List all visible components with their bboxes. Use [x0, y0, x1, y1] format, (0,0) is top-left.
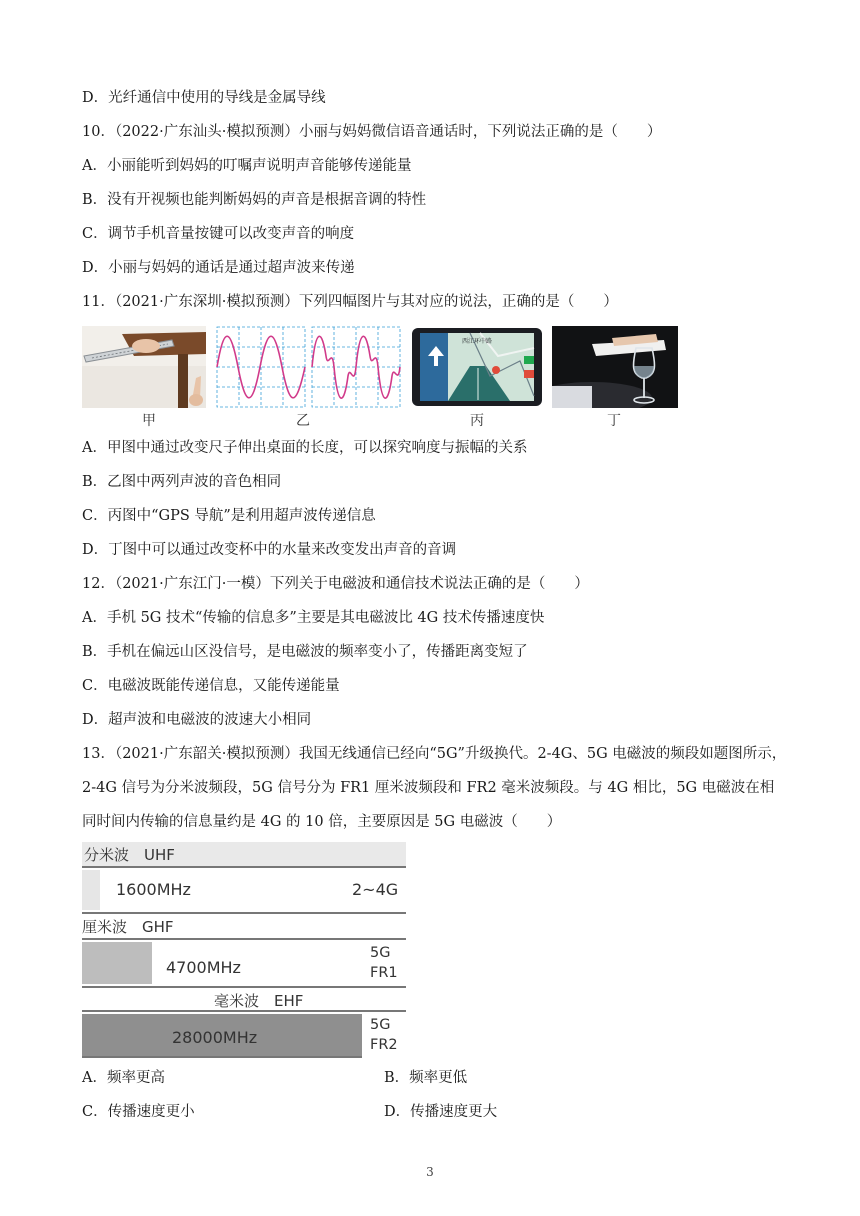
divider	[82, 938, 406, 940]
uhf-frequency: 1600MHz	[116, 880, 191, 899]
caption-bing: 丙	[470, 413, 484, 429]
ehf-tag-2: FR2	[370, 1037, 398, 1053]
option-q13-a: A．频率更高	[82, 1070, 165, 1086]
caption-yi: 乙	[296, 413, 310, 429]
ghf-band-bar	[82, 942, 152, 984]
divider	[82, 986, 406, 988]
text-line-q10-a: A．小丽能听到妈妈的叮嘱声说明声音能够传递能量	[82, 158, 412, 174]
text-line-q13-l1: 13．（2021·广东韶关·模拟预测）我国无线通信已经向“5G”升级换代。2-4G、5G 电磁波的频段如题图所示，	[82, 746, 787, 762]
option-q13-c: C．传播速度更小	[82, 1104, 195, 1120]
figure-bing	[410, 326, 544, 408]
figure-jia	[82, 326, 206, 408]
text-line-q10-d: D．小丽与妈妈的通话是通过超声波来传递	[82, 260, 355, 276]
text-line-q13-l3: 同时间内传输的信息量约是 4G 的 10 倍，主要原因是 5G 电磁波（ ）	[82, 814, 562, 830]
divider	[82, 1056, 362, 1058]
text-line-q11-c: C．丙图中“GPS 导航”是利用超声波传递信息	[82, 508, 376, 524]
text-line-q13-l2: 2-4G 信号为分米波频段，5G 信号分为 FR1 厘米波频段和 FR2 毫米波频段。与 4G 相比，5G 电磁波在相	[82, 780, 775, 796]
uhf-band-bar	[82, 870, 100, 910]
text-line-q10: 10．（2022·广东汕头·模拟预测）小丽与妈妈微信语音通话时，下列说法正确的是（ ）	[82, 124, 662, 140]
ehf-tag-1: 5G	[370, 1017, 391, 1033]
text-line-q10-b: B．没有开视频也能判断妈妈的声音是根据音调的特性	[82, 192, 427, 208]
ghf-tag-1: 5G	[370, 945, 391, 961]
uhf-label: 分米波 UHF	[84, 846, 175, 864]
figure-ding	[552, 326, 678, 408]
text-line-q11-a: A．甲图中通过改变尺子伸出桌面的长度，可以探究响度与振幅的关系	[82, 440, 528, 456]
ghf-label: 厘米波 GHF	[82, 918, 174, 936]
text-line-q11-d: D．丁图中可以通过改变杯中的水量来改变发出声音的音调	[82, 542, 457, 558]
ehf-label: 毫米波 EHF	[214, 992, 304, 1010]
text-line-q10-c: C．调节手机音量按键可以改变声音的响度	[82, 226, 355, 242]
divider	[82, 866, 406, 868]
divider	[82, 1010, 406, 1012]
text-line-q12-d: D．超声波和电磁波的波速大小相同	[82, 712, 312, 728]
caption-ding: 丁	[607, 413, 621, 429]
text-line-q12-c: C．电磁波既能传递信息，又能传递能量	[82, 678, 340, 694]
option-q13-b: B．频率更低	[384, 1070, 468, 1086]
text-line-q11-b: B．乙图中两列声波的音色相同	[82, 474, 282, 490]
divider	[82, 912, 406, 914]
text-line-q12-a: A．手机 5G 技术“传输的信息多”主要是其电磁波比 4G 技术传播速度快	[82, 610, 545, 626]
nav-screen-text: 西江环中路	[462, 338, 493, 345]
text-line-q11: 11．（2021·广东深圳·模拟预测）下列四幅图片与其对应的说法，正确的是（ ）	[82, 294, 618, 310]
frequency-band-figure	[82, 842, 406, 1058]
figure-yi	[216, 326, 402, 408]
option-q13-d: D．传播速度更大	[384, 1104, 498, 1120]
ehf-frequency: 28000MHz	[172, 1028, 258, 1047]
page-number: 3	[426, 1165, 434, 1179]
text-line-q12-b: B．手机在偏远山区没信号，是电磁波的频率变小了，传播距离变短了	[82, 644, 528, 660]
text-line-q12: 12．（2021·广东江门·一模）下列关于电磁波和通信技术说法正确的是（ ）	[82, 576, 589, 592]
uhf-tag: 2~4G	[352, 880, 399, 899]
caption-jia: 甲	[142, 413, 156, 429]
ghf-frequency: 4700MHz	[166, 958, 241, 977]
text-line-q9-d: D．光纤通信中使用的导线是金属导线	[82, 90, 326, 106]
ghf-tag-2: FR1	[370, 965, 398, 981]
